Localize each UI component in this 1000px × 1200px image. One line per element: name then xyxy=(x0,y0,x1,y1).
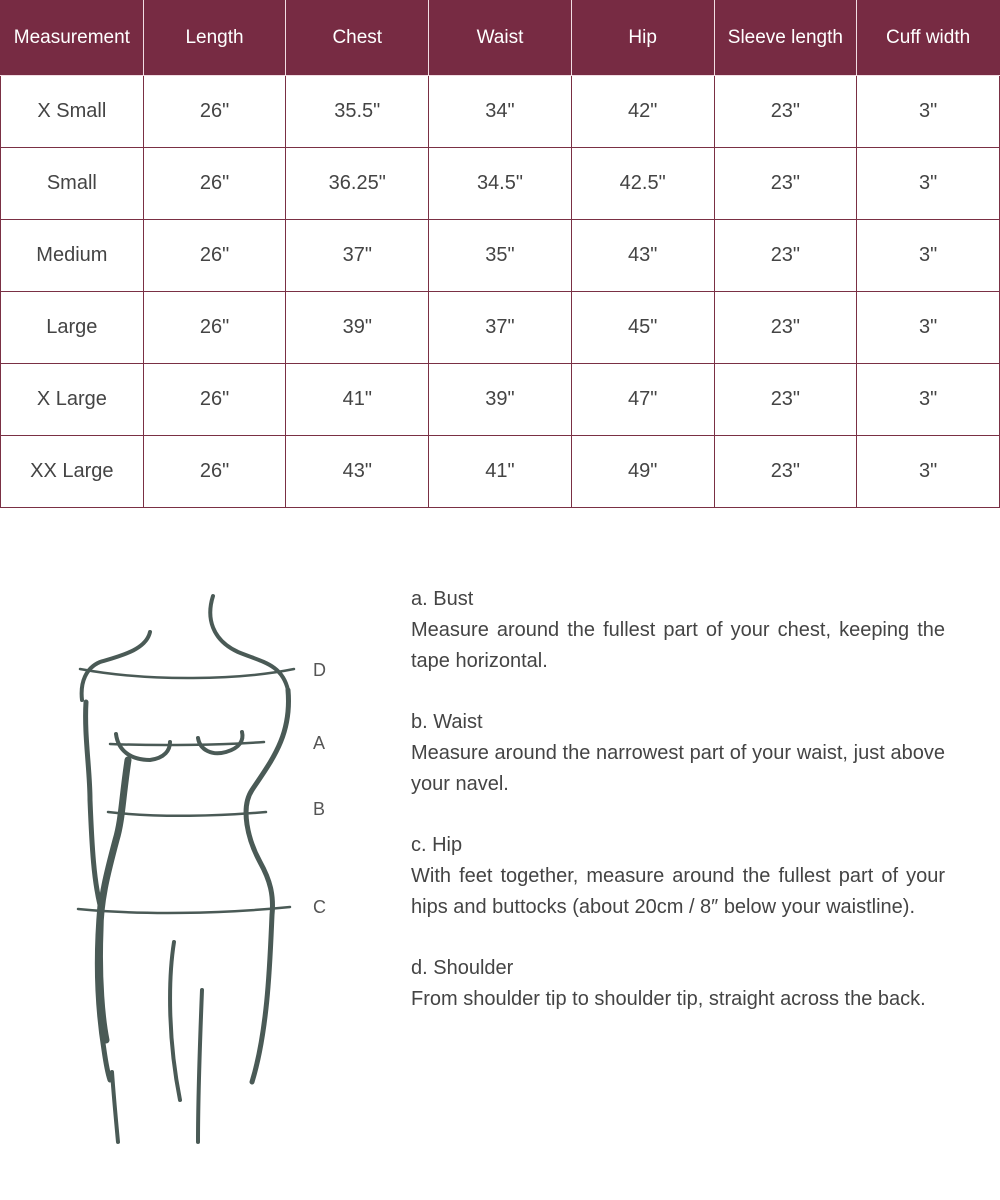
figure-left-bust xyxy=(116,734,170,760)
hip-cell: 42.5" xyxy=(571,148,714,220)
measure-line-a xyxy=(110,742,264,745)
cuff-width-cell: 3" xyxy=(857,364,1000,436)
chest-cell: 37" xyxy=(286,220,429,292)
cuff-width-cell: 3" xyxy=(857,436,1000,508)
instruction-text: With feet together, measure around the fullest part of your hips and buttocks (about 20cm / 8″ below your waistline). xyxy=(411,865,945,918)
table-row xyxy=(1,364,1000,436)
length-cell: 26" xyxy=(143,436,286,508)
table-row xyxy=(1,220,1000,292)
size-cell: Large xyxy=(1,292,144,364)
sleeve-length-cell: 23" xyxy=(714,364,857,436)
size-cell: Small xyxy=(1,148,144,220)
measure-label-c: C xyxy=(313,897,326,917)
chest-cell: 39" xyxy=(286,292,429,364)
body-measurement-figure xyxy=(70,585,370,1155)
instruction-text: From shoulder tip to shoulder tip, straight across the back. xyxy=(411,988,926,1010)
table-row xyxy=(1,436,1000,508)
waist-cell: 39" xyxy=(429,364,572,436)
size-cell: X Large xyxy=(1,364,144,436)
table-row xyxy=(1,148,1000,220)
size-chart-table xyxy=(0,0,1000,508)
hip-cell: 49" xyxy=(571,436,714,508)
waist-cell: 34" xyxy=(429,76,572,148)
figure-left-neck-shoulder xyxy=(82,632,150,700)
length-cell: 26" xyxy=(143,364,286,436)
figure-right-inner-leg xyxy=(198,990,202,1142)
length-cell: 26" xyxy=(143,292,286,364)
measure-line-d xyxy=(80,669,294,678)
instruction-title: a. Bust xyxy=(411,588,474,610)
cuff-width-cell: 3" xyxy=(857,292,1000,364)
cuff-width-cell: 3" xyxy=(857,148,1000,220)
instruction-text: Measure around the fullest part of your chest, keeping the tape horizontal. xyxy=(411,619,945,672)
waist-cell: 41" xyxy=(429,436,572,508)
measure-label-a: A xyxy=(313,733,326,753)
table-row xyxy=(1,292,1000,364)
measure-label-d: D xyxy=(313,660,326,680)
header-waist: Waist xyxy=(429,1,572,76)
figure-right-torso xyxy=(246,690,288,1082)
instruction-title: c. Hip xyxy=(411,834,463,856)
header-measurement: Measurement xyxy=(1,1,144,76)
instruction-shoulder xyxy=(411,953,945,1015)
figure-left-outer-leg xyxy=(112,1072,118,1142)
size-cell: XX Large xyxy=(1,436,144,508)
header-chest: Chest xyxy=(286,1,429,76)
chest-cell: 43" xyxy=(286,436,429,508)
size-cell: Medium xyxy=(1,220,144,292)
header-cuff-width: Cuff width xyxy=(857,1,1000,76)
length-cell: 26" xyxy=(143,148,286,220)
cuff-width-cell: 3" xyxy=(857,220,1000,292)
chest-cell: 35.5" xyxy=(286,76,429,148)
sleeve-length-cell: 23" xyxy=(714,436,857,508)
length-cell: 26" xyxy=(143,76,286,148)
hip-cell: 42" xyxy=(571,76,714,148)
measure-line-b xyxy=(108,812,266,816)
measure-label-b: B xyxy=(313,799,326,819)
instruction-waist xyxy=(411,707,945,800)
instruction-title: b. Waist xyxy=(411,711,483,733)
chest-cell: 41" xyxy=(286,364,429,436)
hip-cell: 47" xyxy=(571,364,714,436)
measurement-instructions xyxy=(411,584,945,1045)
cuff-width-cell: 3" xyxy=(857,76,1000,148)
header-sleeve-length: Sleeve length xyxy=(714,1,857,76)
size-cell: X Small xyxy=(1,76,144,148)
hip-cell: 45" xyxy=(571,292,714,364)
header-hip: Hip xyxy=(571,1,714,76)
sleeve-length-cell: 23" xyxy=(714,220,857,292)
chest-cell: 36.25" xyxy=(286,148,429,220)
table-header-row xyxy=(1,1,1000,76)
instruction-bust xyxy=(411,584,945,677)
waist-cell: 34.5" xyxy=(429,148,572,220)
figure-inner-torso xyxy=(99,760,128,1040)
waist-cell: 37" xyxy=(429,292,572,364)
instruction-text: Measure around the narrowest part of your waist, just above your navel. xyxy=(411,742,945,795)
measure-line-c xyxy=(78,907,290,913)
instruction-title: d. Shoulder xyxy=(411,957,514,979)
length-cell: 26" xyxy=(143,220,286,292)
table-row xyxy=(1,76,1000,148)
sleeve-length-cell: 23" xyxy=(714,76,857,148)
sleeve-length-cell: 23" xyxy=(714,292,857,364)
header-length: Length xyxy=(143,1,286,76)
hip-cell: 43" xyxy=(571,220,714,292)
figure-left-inner-leg xyxy=(170,942,180,1100)
instruction-hip xyxy=(411,830,945,923)
sleeve-length-cell: 23" xyxy=(714,148,857,220)
waist-cell: 35" xyxy=(429,220,572,292)
